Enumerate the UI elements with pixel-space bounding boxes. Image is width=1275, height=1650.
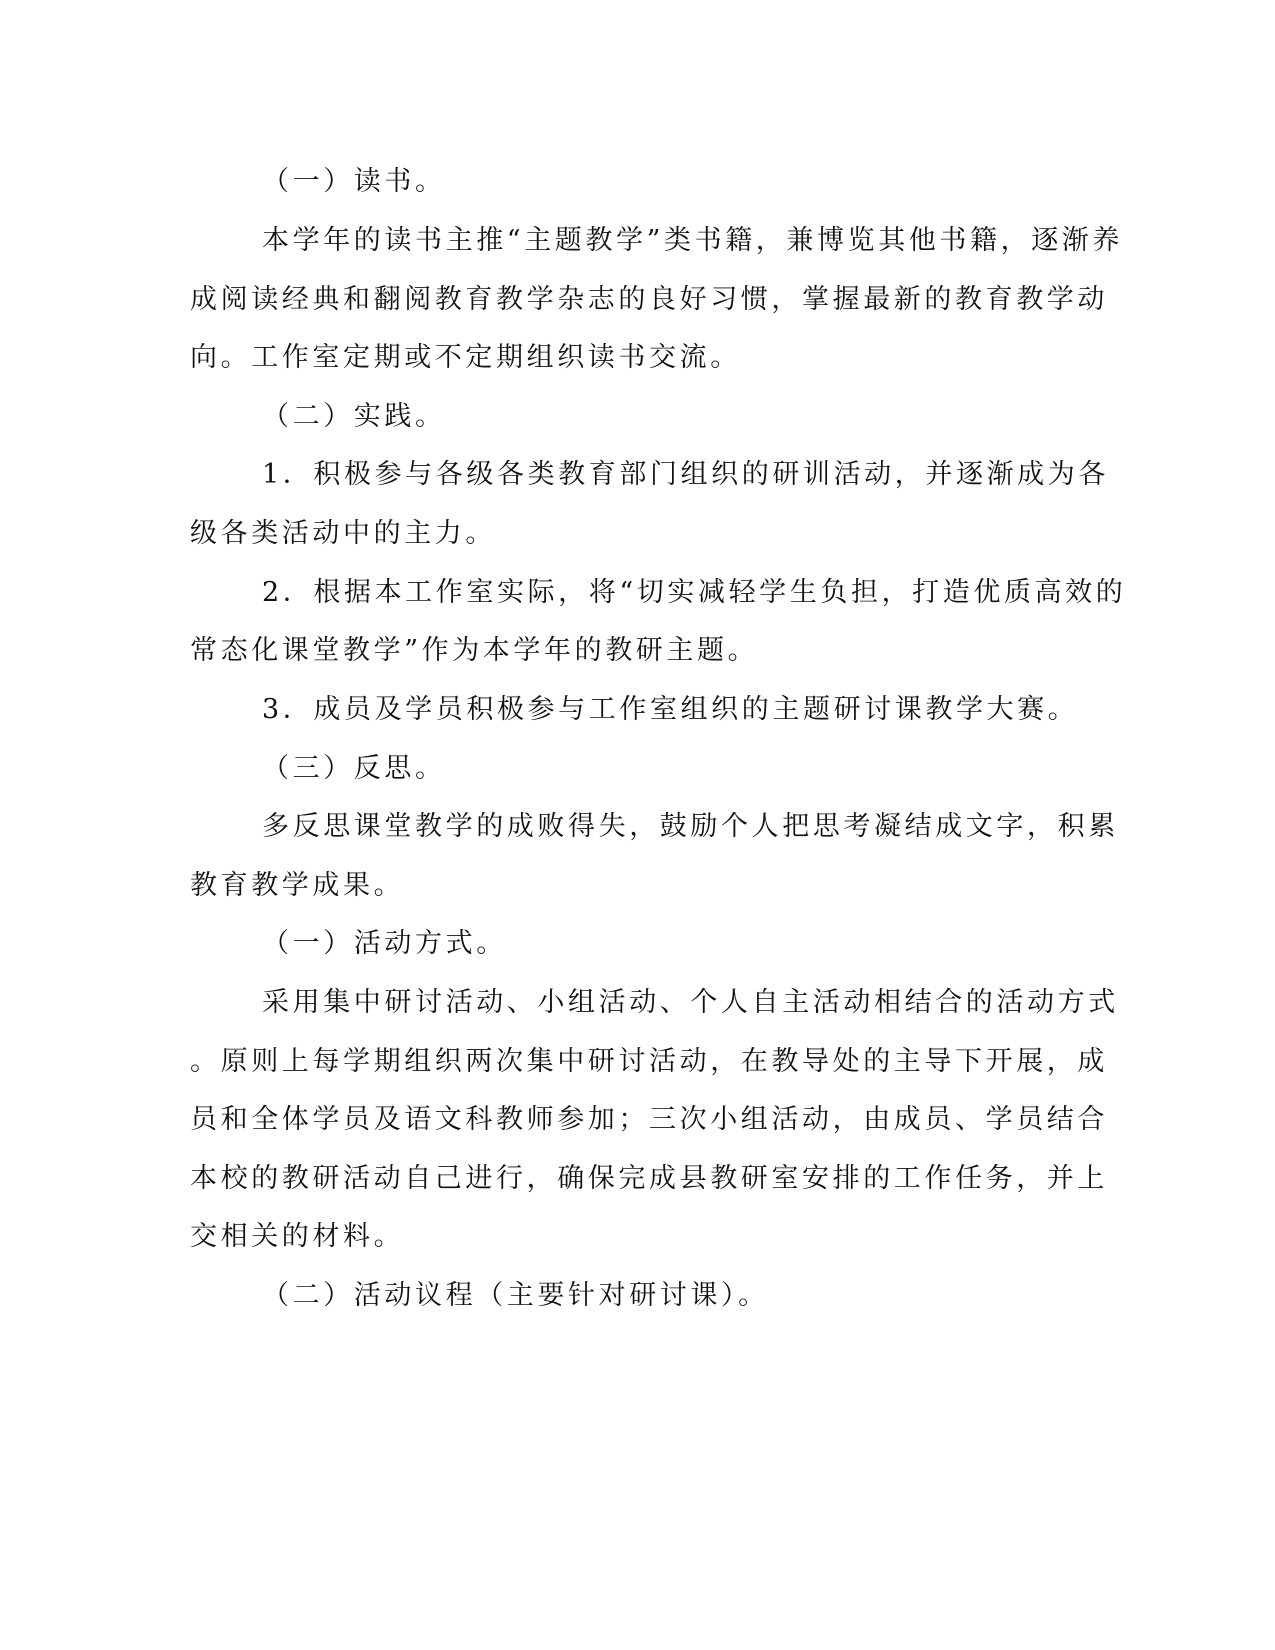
heading-practice: （二）实践。 bbox=[262, 401, 446, 432]
practice-item-1-line-1: 1．积极参与各级各类教育部门组织的研训活动，并逐渐成为各 bbox=[262, 459, 1109, 490]
practice-item-2-line-2: 常态化课堂教学”作为本学年的教研主题。 bbox=[190, 635, 759, 666]
heading-reading: （一）读书。 bbox=[262, 166, 446, 197]
paragraph-activity-line-4: 本校的教研活动自己进行，确保完成县教研室安排的工作任务，并上 bbox=[190, 1163, 1108, 1194]
paragraph-reading-line-3: 向。工作室定期或不定期组织读书交流。 bbox=[190, 342, 741, 373]
heading-activity-agenda: （二）活动议程（主要针对研讨课）。 bbox=[262, 1280, 769, 1311]
heading-reflection: （三）反思。 bbox=[262, 753, 446, 784]
paragraph-activity-line-1: 采用集中研讨活动、小组活动、个人自主活动相结合的活动方式 bbox=[262, 987, 1119, 1018]
practice-item-2-line-1: 2．根据本工作室实际，将“切实减轻学生负担，打造优质高效的 bbox=[262, 577, 1127, 608]
paragraph-activity-line-3: 员和全体学员及语文科教师参加；三次小组活动，由成员、学员结合 bbox=[190, 1104, 1108, 1135]
heading-activity-method: （一）活动方式。 bbox=[262, 928, 507, 959]
paragraph-reflection-line-2: 教育教学成果。 bbox=[190, 870, 405, 901]
practice-item-3: 3．成员及学员积极参与工作室组织的主题研讨课教学大赛。 bbox=[262, 694, 1079, 725]
paragraph-activity-line-5: 交相关的材料。 bbox=[190, 1221, 405, 1252]
paragraph-reading-line-1: 本学年的读书主推“主题教学”类书籍，兼博览其他书籍，逐渐养 bbox=[262, 225, 1124, 256]
paragraph-reading-line-2: 成阅读经典和翻阅教育教学杂志的良好习惯，掌握最新的教育教学动 bbox=[190, 284, 1108, 315]
paragraph-reflection-line-1: 多反思课堂教学的成败得失，鼓励个人把思考凝结成文字，积累 bbox=[262, 811, 1119, 842]
paragraph-activity-line-2: 。原则上每学期组织两次集中研讨活动，在教导处的主导下开展，成 bbox=[190, 1046, 1108, 1077]
practice-item-1-line-2: 级各类活动中的主力。 bbox=[190, 518, 496, 549]
